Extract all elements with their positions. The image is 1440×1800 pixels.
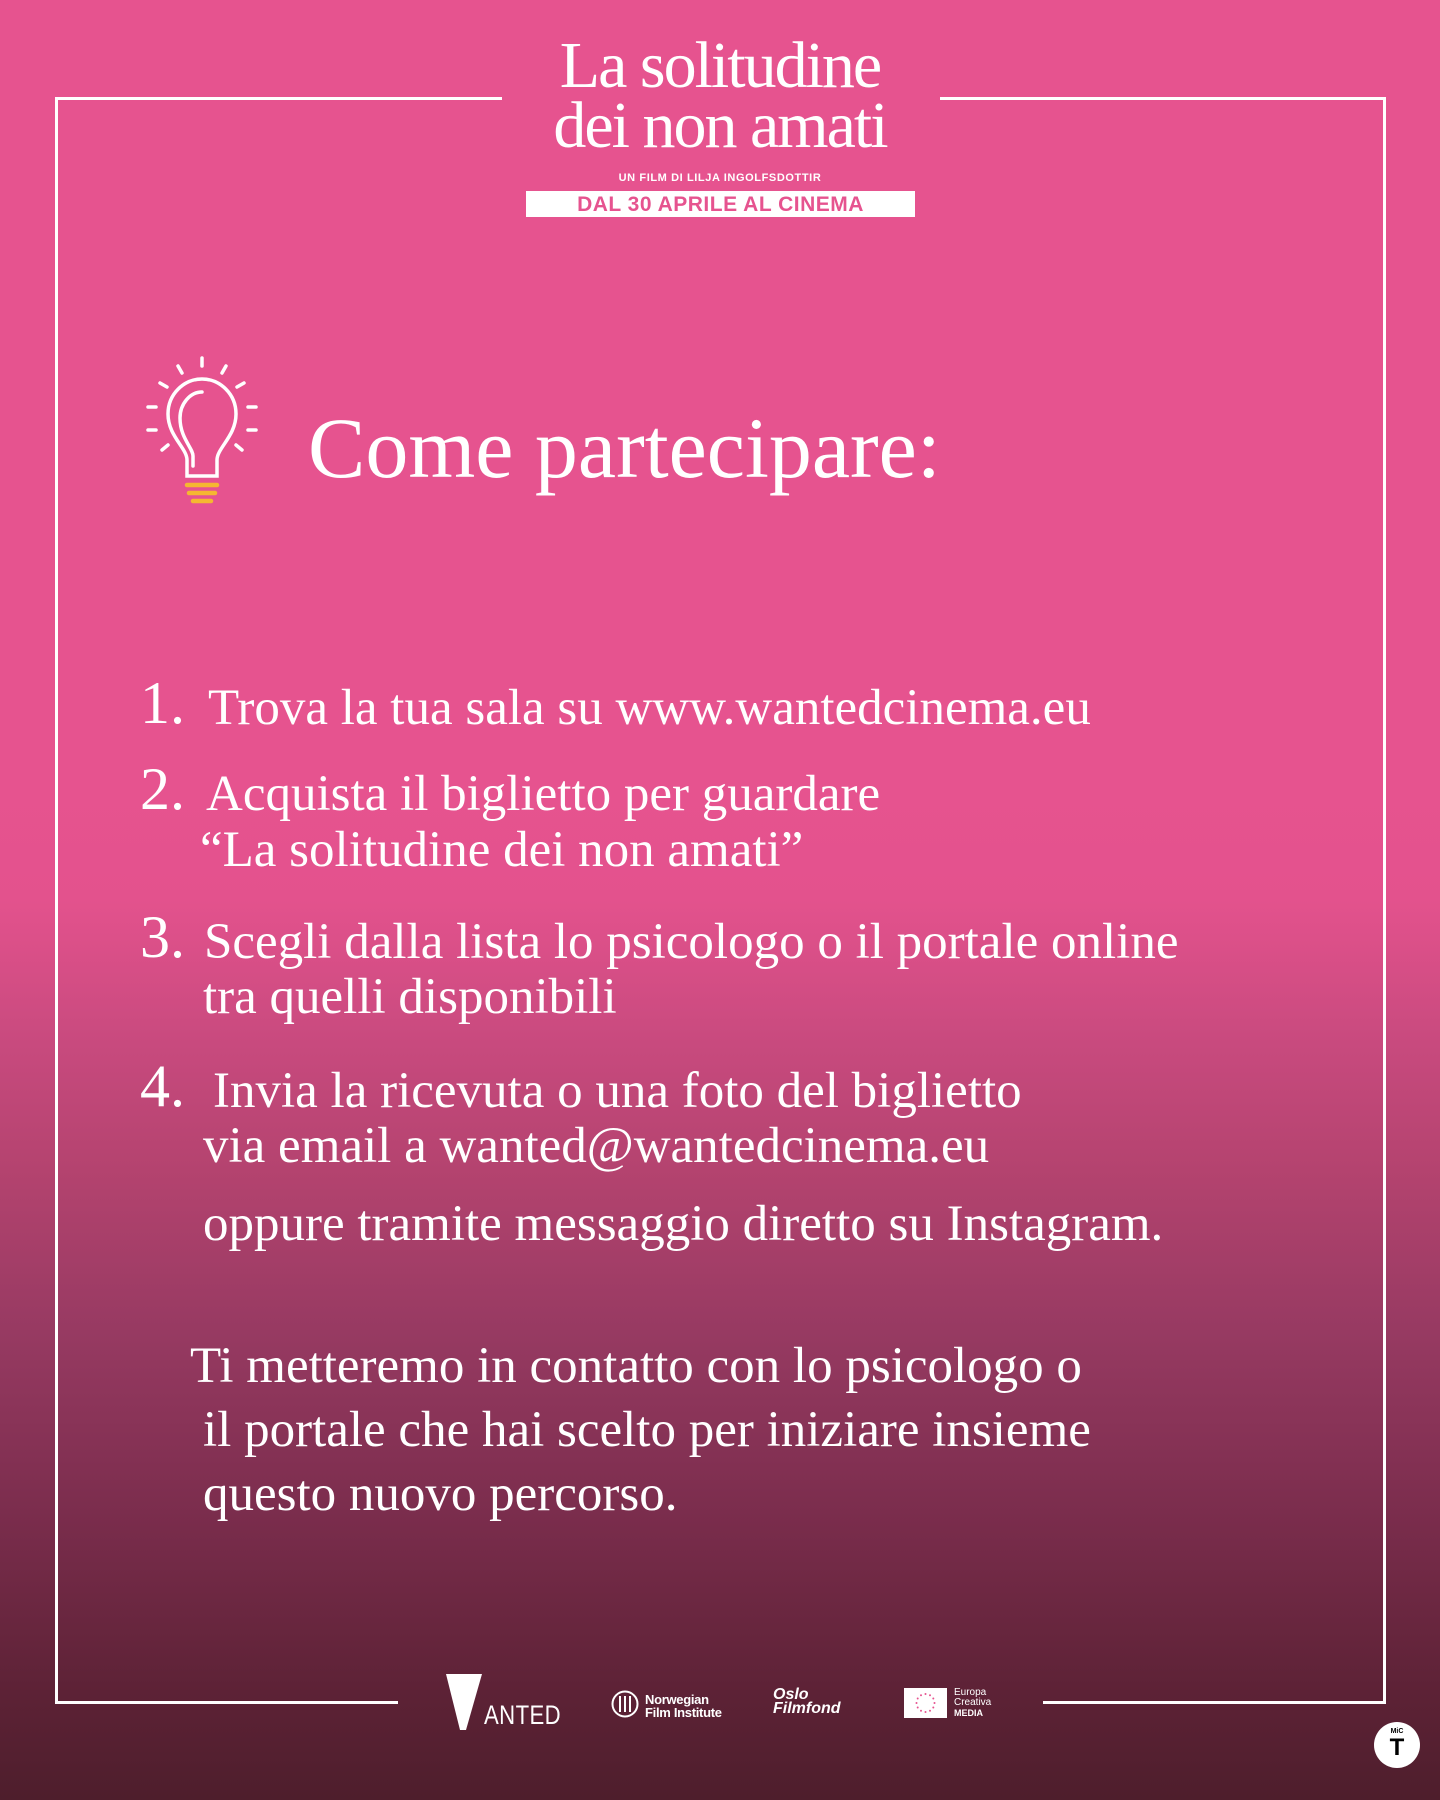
closing-line-3: questo nuovo percorso. <box>203 1466 678 1522</box>
step-4-line-3: oppure tramite messaggio diretto su Instagram. <box>203 1196 1164 1252</box>
frame-bottom-left-line <box>55 1701 398 1704</box>
wanted-w-mark <box>446 1674 482 1730</box>
step-4-number: 4. <box>140 1053 185 1119</box>
frame-top-right-line <box>940 97 1386 100</box>
europa-logo-line1: Europa <box>954 1687 987 1698</box>
eu-flag-icon <box>904 1688 947 1718</box>
europa-logo-line2: Creativa <box>954 1697 992 1708</box>
norwegian-film-institute-logo <box>611 1688 731 1720</box>
europa-creativa-logo <box>904 1688 1004 1720</box>
step-4-line-1: Invia la ricevuta o una foto del biglietto <box>213 1063 1022 1119</box>
nfi-logo-line1: Norwegian <box>645 1692 709 1707</box>
mic-logo-small: MiC <box>1390 1728 1404 1735</box>
oslo-logo-line2: Filmfond <box>773 1700 841 1717</box>
step-2-number: 2. <box>140 756 185 822</box>
frame-bottom-right-line <box>1043 1701 1386 1704</box>
step-2-line-2: “La solitudine dei non amati” <box>200 822 804 878</box>
closing-line-1: Ti metteremo in contatto con lo psicologo o <box>190 1338 1082 1394</box>
europa-logo-text <box>954 1688 991 1718</box>
step-4-line-2: via email a wanted@wantedcinema.eu <box>203 1118 990 1174</box>
closing-line-2: il portale che hai scelto per iniziare insieme <box>203 1402 1091 1458</box>
mic-logo-letter: T <box>1389 1734 1405 1761</box>
step-3-number: 3. <box>140 904 185 970</box>
europa-logo-line3: MEDIA <box>954 1708 983 1718</box>
mic-logo <box>1374 1722 1420 1768</box>
film-director: UN FILM DI LILJA INGOLFSDOTTIR <box>618 172 822 184</box>
nfi-logo-line2: Film Institute <box>645 1705 722 1720</box>
wanted-logo-text: ANTED <box>484 1700 562 1730</box>
film-title <box>500 29 940 162</box>
section-heading: Come partecipare: <box>308 400 941 496</box>
nfi-emblem-icon <box>611 1690 639 1718</box>
lightbulb-icon <box>142 352 262 506</box>
step-2-line-1: Acquista il biglietto per guardare <box>206 766 881 822</box>
step-1-line-1: Trova la tua sala su www.wantedcinema.eu <box>208 680 1091 736</box>
release-badge: DAL 30 APRILE AL CINEMA <box>526 191 915 217</box>
film-title-line2: dei non amati <box>553 89 887 162</box>
film-title-line1: La solitudine <box>559 29 881 102</box>
oslo-filmfond-logo <box>773 1688 865 1722</box>
step-3-line-1: Scegli dalla lista lo psicologo o il portale online <box>204 914 1179 970</box>
wanted-logo <box>446 1674 566 1732</box>
oslo-logo-line1: Oslo <box>773 1686 809 1703</box>
frame-left-line <box>55 97 58 1704</box>
step-3-line-2: tra quelli disponibili <box>203 969 617 1025</box>
nfi-logo-text <box>645 1693 722 1719</box>
step-1-number: 1. <box>140 670 185 736</box>
frame-right-line <box>1383 97 1386 1704</box>
frame-top-left-line <box>55 97 502 100</box>
